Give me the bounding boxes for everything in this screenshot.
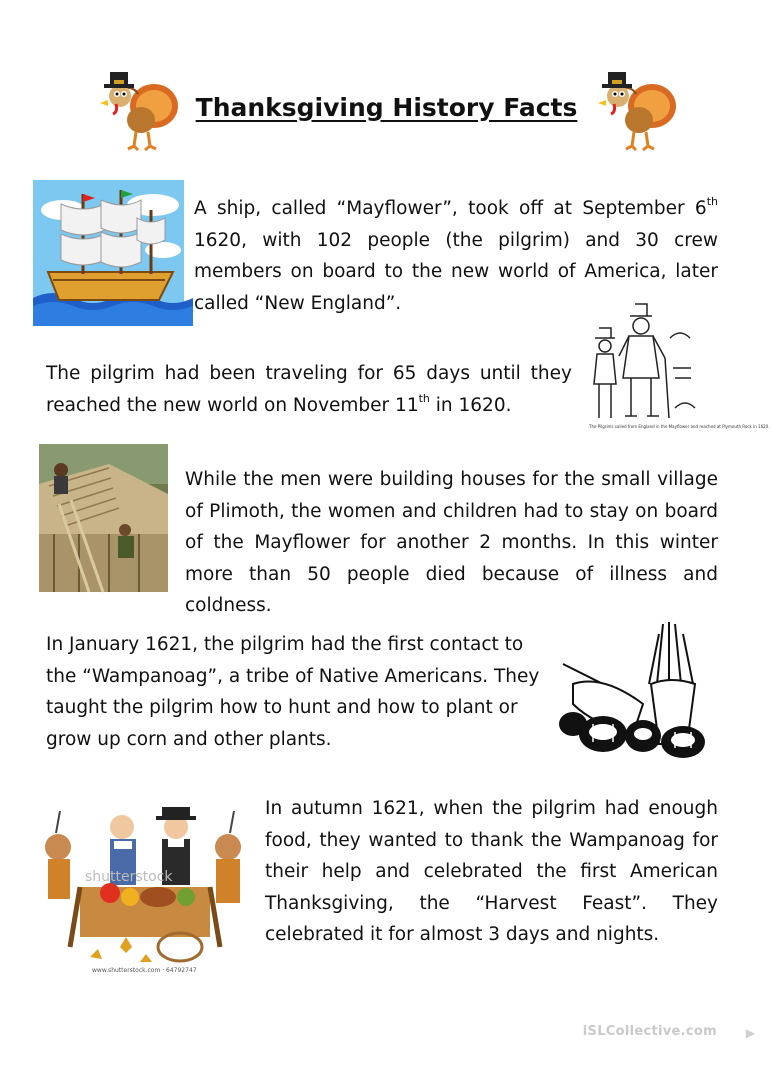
mayflower-ship-icon — [33, 180, 184, 326]
paragraph-mayflower-a: A ship, called “Mayflower”, took off at September 6 — [194, 198, 707, 219]
paragraph-traveling-a: The pilgrim had been traveling for 65 days until they reached the new world on November 11 — [46, 363, 572, 416]
feast-credit: www.shutterstock.com · 64792747 — [92, 967, 197, 974]
paragraph-traveling — [46, 358, 572, 421]
page-title: Thanksgiving History Facts — [195, 93, 578, 122]
paragraph-mayflower-sup: th — [706, 195, 718, 208]
paragraph-wampanoag-line3: taught the pilgrim how to hunt and how to plant or — [46, 697, 518, 718]
islcollective-watermark: iSLCollective.com — [582, 1024, 717, 1039]
paragraph-mayflower-b: 1620, with 102 people (the pilgrim) and 30 crew members on board to the new world of America, later called “New England”. — [194, 229, 718, 314]
plimoth-house-photo — [39, 444, 168, 592]
pilgrims-caption: The Pilgrims sailed from England in the Mayflower and reached at Plymouth Rock in 1620. — [589, 424, 770, 429]
watermark-arrow-icon: ▶ — [745, 1026, 755, 1040]
pilgrim-drawing-icon — [585, 298, 770, 438]
paragraph-wampanoag-line4: grow up corn and other plants. — [46, 728, 332, 750]
paragraph-traveling-sup: th — [418, 391, 430, 405]
paragraph-wampanoag-line1: In January 1621, the pilgrim had the first contact to — [46, 634, 524, 655]
paragraph-wampanoag-line2: the “Wampanoag”, a tribe of Native Americans. They — [46, 665, 540, 687]
paragraph-harvest-feast: In autumn 1621, when the pilgrim had enough food, they wanted to thank the Wampanoag for their help and celebrated the first American Thanksgiving, the “Harvest Feast”. They celebrated it for almost 3 days and nights. — [265, 798, 718, 945]
paragraph-traveling-b: in 1620. — [429, 394, 512, 416]
harvest-feast-icon — [30, 797, 252, 977]
feast-watermark: shutterstock — [85, 869, 173, 885]
paragraph-wampanoag — [46, 629, 546, 755]
harvest-cornucopia-icon — [543, 614, 715, 762]
paragraph-plimoth: While the men were building houses for the small village of Plimoth, the women and children had to stay on board of the Mayflower for another 2 months. In this winter more than 50 people died because of illness and coldness. — [185, 469, 718, 616]
